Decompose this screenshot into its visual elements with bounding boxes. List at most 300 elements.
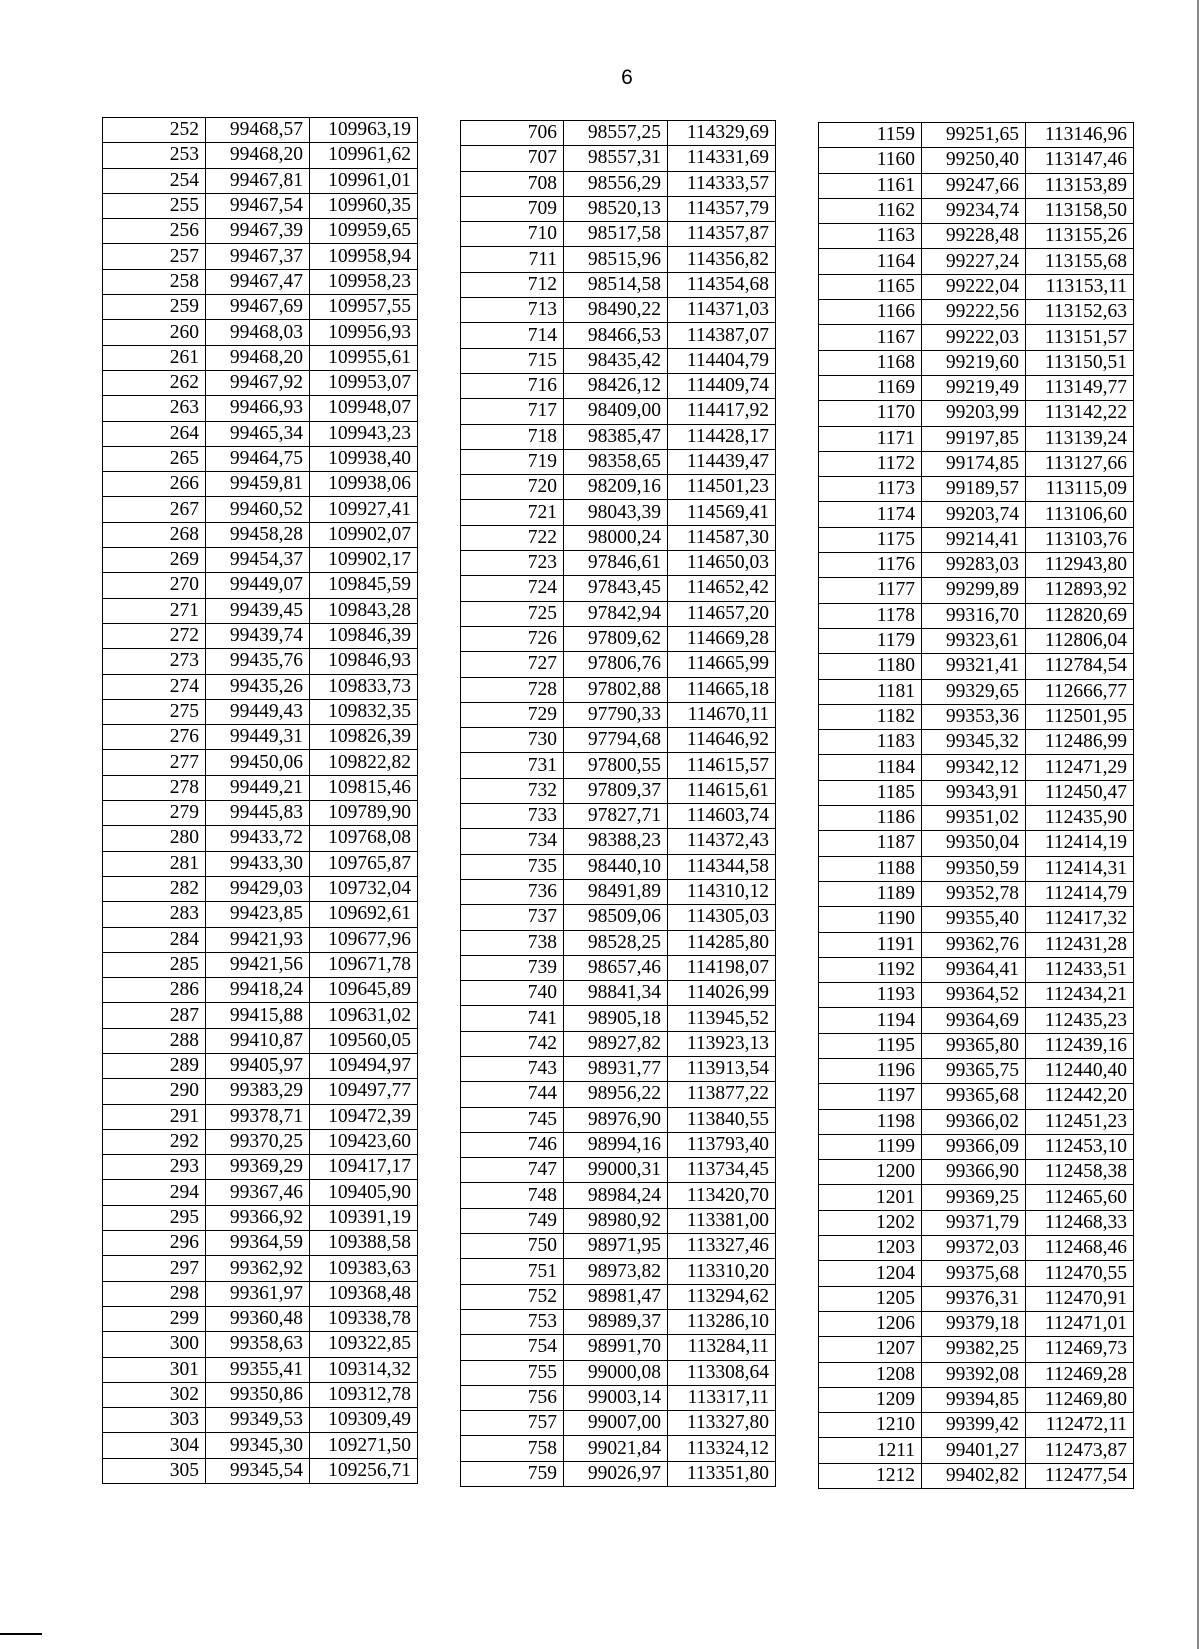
- point-number-cell: 1210: [819, 1413, 922, 1438]
- point-number-cell: 270: [103, 573, 206, 598]
- y-coordinate-cell: 112806,04: [1026, 628, 1134, 653]
- table-row: [461, 1056, 776, 1081]
- y-coordinate-cell: 113155,68: [1026, 249, 1134, 274]
- table-row: [819, 198, 1134, 223]
- table-row: [103, 497, 418, 522]
- x-coordinate-cell: 99458,28: [206, 522, 310, 547]
- point-number-cell: 1180: [819, 654, 922, 679]
- table-row: [461, 146, 776, 171]
- table-row: [103, 143, 418, 168]
- y-coordinate-cell: 112469,28: [1026, 1362, 1134, 1387]
- y-coordinate-cell: 109338,78: [310, 1306, 418, 1331]
- x-coordinate-cell: 99345,54: [206, 1458, 310, 1483]
- x-coordinate-cell: 98517,58: [564, 222, 668, 247]
- y-coordinate-cell: 109309,49: [310, 1408, 418, 1433]
- y-coordinate-cell: 112470,91: [1026, 1286, 1134, 1311]
- coordinates-table-2: [460, 120, 776, 1487]
- y-coordinate-cell: 109955,61: [310, 345, 418, 370]
- table-row: [461, 348, 776, 373]
- y-coordinate-cell: 113327,46: [668, 1234, 776, 1259]
- point-number-cell: 292: [103, 1129, 206, 1154]
- y-coordinate-cell: 112471,01: [1026, 1311, 1134, 1336]
- x-coordinate-cell: 98491,89: [564, 879, 668, 904]
- x-coordinate-cell: 99405,97: [206, 1053, 310, 1078]
- point-number-cell: 718: [461, 424, 564, 449]
- y-coordinate-cell: 109832,35: [310, 699, 418, 724]
- point-number-cell: 267: [103, 497, 206, 522]
- table-row: [461, 1360, 776, 1385]
- x-coordinate-cell: 99433,30: [206, 851, 310, 876]
- point-number-cell: 710: [461, 222, 564, 247]
- point-number-cell: 750: [461, 1234, 564, 1259]
- point-number-cell: 268: [103, 522, 206, 547]
- table-row: [819, 1362, 1134, 1387]
- table-row: [461, 601, 776, 626]
- x-coordinate-cell: 98490,22: [564, 298, 668, 323]
- table-row: [819, 451, 1134, 476]
- point-number-cell: 707: [461, 146, 564, 171]
- point-number-cell: 255: [103, 193, 206, 218]
- point-number-cell: 720: [461, 475, 564, 500]
- point-number-cell: 286: [103, 978, 206, 1003]
- table-row: [103, 1382, 418, 1407]
- point-number-cell: 274: [103, 674, 206, 699]
- y-coordinate-cell: 112473,87: [1026, 1438, 1134, 1463]
- x-coordinate-cell: 99352,78: [922, 881, 1026, 906]
- point-number-cell: 732: [461, 778, 564, 803]
- y-coordinate-cell: 109768,08: [310, 826, 418, 851]
- y-coordinate-cell: 109314,32: [310, 1357, 418, 1382]
- point-number-cell: 711: [461, 247, 564, 272]
- table-row: [103, 1281, 418, 1306]
- x-coordinate-cell: 99410,87: [206, 1028, 310, 1053]
- y-coordinate-cell: 112442,20: [1026, 1084, 1134, 1109]
- table-row: [103, 1357, 418, 1382]
- table-row: [461, 1208, 776, 1233]
- point-number-cell: 717: [461, 399, 564, 424]
- table-row: [819, 932, 1134, 957]
- y-coordinate-cell: 114665,18: [668, 677, 776, 702]
- x-coordinate-cell: 99415,88: [206, 1003, 310, 1028]
- table-row: [103, 1332, 418, 1357]
- x-coordinate-cell: 99353,36: [922, 704, 1026, 729]
- y-coordinate-cell: 109494,97: [310, 1053, 418, 1078]
- table-row: [819, 274, 1134, 299]
- point-number-cell: 1199: [819, 1134, 922, 1159]
- point-number-cell: 1165: [819, 274, 922, 299]
- y-coordinate-cell: 109815,46: [310, 775, 418, 800]
- point-number-cell: 259: [103, 295, 206, 320]
- y-coordinate-cell: 113153,11: [1026, 274, 1134, 299]
- x-coordinate-cell: 97809,62: [564, 626, 668, 651]
- point-number-cell: 758: [461, 1436, 564, 1461]
- y-coordinate-cell: 112417,32: [1026, 907, 1134, 932]
- x-coordinate-cell: 99351,02: [922, 806, 1026, 831]
- table-row: [819, 148, 1134, 173]
- point-number-cell: 297: [103, 1256, 206, 1281]
- point-number-cell: 263: [103, 396, 206, 421]
- table-row: [461, 373, 776, 398]
- x-coordinate-cell: 99429,03: [206, 876, 310, 901]
- x-coordinate-cell: 98994,16: [564, 1132, 668, 1157]
- table-row: [819, 300, 1134, 325]
- y-coordinate-cell: 112486,99: [1026, 730, 1134, 755]
- table-row: [819, 907, 1134, 932]
- x-coordinate-cell: 99364,52: [922, 983, 1026, 1008]
- table-row: [819, 325, 1134, 350]
- x-coordinate-cell: 99234,74: [922, 198, 1026, 223]
- x-coordinate-cell: 98466,53: [564, 323, 668, 348]
- x-coordinate-cell: 98209,16: [564, 475, 668, 500]
- y-coordinate-cell: 114417,92: [668, 399, 776, 424]
- table-row: [819, 1311, 1134, 1336]
- y-coordinate-cell: 109963,19: [310, 118, 418, 143]
- table-row: [461, 626, 776, 651]
- x-coordinate-cell: 99364,69: [922, 1008, 1026, 1033]
- point-number-cell: 1201: [819, 1185, 922, 1210]
- y-coordinate-cell: 113310,20: [668, 1259, 776, 1284]
- point-number-cell: 305: [103, 1458, 206, 1483]
- table-row: [819, 1438, 1134, 1463]
- table-row: [103, 649, 418, 674]
- table-row: [461, 323, 776, 348]
- table-row: [819, 1261, 1134, 1286]
- point-number-cell: 713: [461, 298, 564, 323]
- x-coordinate-cell: 98528,25: [564, 930, 668, 955]
- y-coordinate-cell: 109843,28: [310, 598, 418, 623]
- y-coordinate-cell: 109953,07: [310, 370, 418, 395]
- point-number-cell: 1172: [819, 451, 922, 476]
- x-coordinate-cell: 99435,76: [206, 649, 310, 674]
- point-number-cell: 748: [461, 1183, 564, 1208]
- x-coordinate-cell: 98556,29: [564, 171, 668, 196]
- x-coordinate-cell: 98980,92: [564, 1208, 668, 1233]
- y-coordinate-cell: 112470,55: [1026, 1261, 1134, 1286]
- point-number-cell: 277: [103, 750, 206, 775]
- x-coordinate-cell: 97827,71: [564, 804, 668, 829]
- y-coordinate-cell: 109958,94: [310, 244, 418, 269]
- x-coordinate-cell: 99358,63: [206, 1332, 310, 1357]
- table-row: [819, 249, 1134, 274]
- point-number-cell: 254: [103, 168, 206, 193]
- x-coordinate-cell: 97846,61: [564, 551, 668, 576]
- y-coordinate-cell: 109789,90: [310, 801, 418, 826]
- table-row: [819, 1109, 1134, 1134]
- x-coordinate-cell: 99222,04: [922, 274, 1026, 299]
- x-coordinate-cell: 99007,00: [564, 1411, 668, 1436]
- point-number-cell: 291: [103, 1104, 206, 1129]
- x-coordinate-cell: 98991,70: [564, 1335, 668, 1360]
- x-coordinate-cell: 99379,18: [922, 1311, 1026, 1336]
- point-number-cell: 1169: [819, 375, 922, 400]
- x-coordinate-cell: 99366,02: [922, 1109, 1026, 1134]
- y-coordinate-cell: 113351,80: [668, 1461, 776, 1486]
- point-number-cell: 734: [461, 829, 564, 854]
- table-row: [103, 876, 418, 901]
- y-coordinate-cell: 112431,28: [1026, 932, 1134, 957]
- x-coordinate-cell: 99467,81: [206, 168, 310, 193]
- point-number-cell: 730: [461, 728, 564, 753]
- y-coordinate-cell: 114409,74: [668, 373, 776, 398]
- table-row: [103, 345, 418, 370]
- point-number-cell: 1183: [819, 730, 922, 755]
- point-number-cell: 296: [103, 1231, 206, 1256]
- x-coordinate-cell: 99372,03: [922, 1236, 1026, 1261]
- point-number-cell: 728: [461, 677, 564, 702]
- point-number-cell: 722: [461, 525, 564, 550]
- y-coordinate-cell: 113877,22: [668, 1082, 776, 1107]
- x-coordinate-cell: 99214,41: [922, 527, 1026, 552]
- table-row: [103, 168, 418, 193]
- table-row: [819, 578, 1134, 603]
- x-coordinate-cell: 98956,22: [564, 1082, 668, 1107]
- y-coordinate-cell: 114646,92: [668, 728, 776, 753]
- point-number-cell: 1182: [819, 704, 922, 729]
- table-row: [461, 500, 776, 525]
- y-coordinate-cell: 112435,23: [1026, 1008, 1134, 1033]
- point-number-cell: 751: [461, 1259, 564, 1284]
- y-coordinate-cell: 109405,90: [310, 1180, 418, 1205]
- x-coordinate-cell: 98409,00: [564, 399, 668, 424]
- y-coordinate-cell: 112465,60: [1026, 1185, 1134, 1210]
- y-coordinate-cell: 113793,40: [668, 1132, 776, 1157]
- y-coordinate-cell: 112477,54: [1026, 1463, 1134, 1488]
- table-row: [103, 1003, 418, 1028]
- x-coordinate-cell: 99399,42: [922, 1413, 1026, 1438]
- x-coordinate-cell: 99449,21: [206, 775, 310, 800]
- point-number-cell: 759: [461, 1461, 564, 1486]
- point-number-cell: 725: [461, 601, 564, 626]
- x-coordinate-cell: 97806,76: [564, 652, 668, 677]
- table-row: [819, 502, 1134, 527]
- x-coordinate-cell: 99460,52: [206, 497, 310, 522]
- table-row: [461, 247, 776, 272]
- table-row: [461, 171, 776, 196]
- y-coordinate-cell: 109959,65: [310, 219, 418, 244]
- x-coordinate-cell: 99026,97: [564, 1461, 668, 1486]
- x-coordinate-cell: 99394,85: [922, 1387, 1026, 1412]
- table-row: [461, 576, 776, 601]
- point-number-cell: 1202: [819, 1210, 922, 1235]
- y-coordinate-cell: 109902,17: [310, 548, 418, 573]
- point-number-cell: 293: [103, 1155, 206, 1180]
- point-number-cell: 745: [461, 1107, 564, 1132]
- x-coordinate-cell: 98514,58: [564, 272, 668, 297]
- table-row: [819, 224, 1134, 249]
- point-number-cell: 266: [103, 472, 206, 497]
- table-row: [103, 1458, 418, 1483]
- table-row: [461, 1082, 776, 1107]
- x-coordinate-cell: 99369,25: [922, 1185, 1026, 1210]
- y-coordinate-cell: 109938,06: [310, 472, 418, 497]
- point-number-cell: 276: [103, 725, 206, 750]
- table-row: [103, 725, 418, 750]
- point-number-cell: 735: [461, 854, 564, 879]
- table-row: [461, 121, 776, 146]
- x-coordinate-cell: 99362,76: [922, 932, 1026, 957]
- y-coordinate-cell: 112468,46: [1026, 1236, 1134, 1261]
- y-coordinate-cell: 114669,28: [668, 626, 776, 651]
- table-row: [461, 1158, 776, 1183]
- table-row: [461, 804, 776, 829]
- table-row: [103, 623, 418, 648]
- point-number-cell: 298: [103, 1281, 206, 1306]
- x-coordinate-cell: 99222,56: [922, 300, 1026, 325]
- x-coordinate-cell: 99433,72: [206, 826, 310, 851]
- table-row: [103, 902, 418, 927]
- y-coordinate-cell: 112414,19: [1026, 831, 1134, 856]
- table-row: [461, 702, 776, 727]
- point-number-cell: 1186: [819, 806, 922, 831]
- y-coordinate-cell: 109961,62: [310, 143, 418, 168]
- y-coordinate-cell: 114387,07: [668, 323, 776, 348]
- table-row: [103, 396, 418, 421]
- y-coordinate-cell: 113150,51: [1026, 350, 1134, 375]
- table-row: [461, 652, 776, 677]
- y-coordinate-cell: 113149,77: [1026, 375, 1134, 400]
- table-row: [819, 983, 1134, 1008]
- point-number-cell: 262: [103, 370, 206, 395]
- table-row: [103, 1079, 418, 1104]
- y-coordinate-cell: 114569,41: [668, 500, 776, 525]
- point-number-cell: 708: [461, 171, 564, 196]
- x-coordinate-cell: 98435,42: [564, 348, 668, 373]
- table-row: [461, 1436, 776, 1461]
- point-number-cell: 302: [103, 1382, 206, 1407]
- table-row: [819, 1286, 1134, 1311]
- table-row: [461, 1107, 776, 1132]
- point-number-cell: 1200: [819, 1160, 922, 1185]
- x-coordinate-cell: 99174,85: [922, 451, 1026, 476]
- y-coordinate-cell: 112820,69: [1026, 603, 1134, 628]
- y-coordinate-cell: 114305,03: [668, 905, 776, 930]
- y-coordinate-cell: 114329,69: [668, 121, 776, 146]
- y-coordinate-cell: 113923,13: [668, 1031, 776, 1056]
- table-row: [461, 1309, 776, 1334]
- point-number-cell: 1192: [819, 957, 922, 982]
- x-coordinate-cell: 99464,75: [206, 446, 310, 471]
- x-coordinate-cell: 99345,30: [206, 1433, 310, 1458]
- y-coordinate-cell: 109846,93: [310, 649, 418, 674]
- y-coordinate-cell: 114310,12: [668, 879, 776, 904]
- y-coordinate-cell: 112666,77: [1026, 679, 1134, 704]
- x-coordinate-cell: 99203,99: [922, 401, 1026, 426]
- point-number-cell: 723: [461, 551, 564, 576]
- y-coordinate-cell: 109322,85: [310, 1332, 418, 1357]
- table-row: [103, 193, 418, 218]
- point-number-cell: 1177: [819, 578, 922, 603]
- point-number-cell: 280: [103, 826, 206, 851]
- point-number-cell: 294: [103, 1180, 206, 1205]
- y-coordinate-cell: 114404,79: [668, 348, 776, 373]
- table-row: [461, 196, 776, 221]
- x-coordinate-cell: 98976,90: [564, 1107, 668, 1132]
- x-coordinate-cell: 98385,47: [564, 424, 668, 449]
- table-row: [103, 927, 418, 952]
- table-row: [461, 222, 776, 247]
- x-coordinate-cell: 98358,65: [564, 449, 668, 474]
- x-coordinate-cell: 98426,12: [564, 373, 668, 398]
- table-row: [819, 957, 1134, 982]
- x-coordinate-cell: 99361,97: [206, 1281, 310, 1306]
- y-coordinate-cell: 109417,17: [310, 1155, 418, 1180]
- point-number-cell: 258: [103, 269, 206, 294]
- y-coordinate-cell: 112435,90: [1026, 806, 1134, 831]
- table-row: [103, 1028, 418, 1053]
- table-row: [819, 1236, 1134, 1261]
- y-coordinate-cell: 114354,68: [668, 272, 776, 297]
- y-coordinate-cell: 114603,74: [668, 804, 776, 829]
- point-number-cell: 1204: [819, 1261, 922, 1286]
- x-coordinate-cell: 99366,90: [922, 1160, 1026, 1185]
- point-number-cell: 304: [103, 1433, 206, 1458]
- point-number-cell: 1168: [819, 350, 922, 375]
- x-coordinate-cell: 99467,47: [206, 269, 310, 294]
- x-coordinate-cell: 99321,41: [922, 654, 1026, 679]
- x-coordinate-cell: 99342,12: [922, 755, 1026, 780]
- y-coordinate-cell: 109312,78: [310, 1382, 418, 1407]
- x-coordinate-cell: 99454,37: [206, 548, 310, 573]
- table-row: [819, 806, 1134, 831]
- point-number-cell: 1212: [819, 1463, 922, 1488]
- point-number-cell: 754: [461, 1335, 564, 1360]
- table-row: [103, 1155, 418, 1180]
- y-coordinate-cell: 109822,82: [310, 750, 418, 775]
- y-coordinate-cell: 114372,43: [668, 829, 776, 854]
- y-coordinate-cell: 112453,10: [1026, 1134, 1134, 1159]
- point-number-cell: 1173: [819, 477, 922, 502]
- y-coordinate-cell: 113317,11: [668, 1385, 776, 1410]
- y-coordinate-cell: 112893,92: [1026, 578, 1134, 603]
- y-coordinate-cell: 113139,24: [1026, 426, 1134, 451]
- x-coordinate-cell: 99227,24: [922, 249, 1026, 274]
- point-number-cell: 289: [103, 1053, 206, 1078]
- x-coordinate-cell: 99355,41: [206, 1357, 310, 1382]
- y-coordinate-cell: 109956,93: [310, 320, 418, 345]
- table-row: [461, 551, 776, 576]
- point-number-cell: 1161: [819, 173, 922, 198]
- point-number-cell: 1205: [819, 1286, 922, 1311]
- y-coordinate-cell: 113146,96: [1026, 123, 1134, 148]
- table-row: [461, 955, 776, 980]
- point-number-cell: 1193: [819, 983, 922, 1008]
- x-coordinate-cell: 98000,24: [564, 525, 668, 550]
- table-row: [819, 477, 1134, 502]
- table-row: [819, 1337, 1134, 1362]
- x-coordinate-cell: 99350,04: [922, 831, 1026, 856]
- table-row: [819, 553, 1134, 578]
- scan-edge-mark-right: [1197, 0, 1199, 1649]
- point-number-cell: 706: [461, 121, 564, 146]
- point-number-cell: 726: [461, 626, 564, 651]
- table-row: [819, 1134, 1134, 1159]
- point-number-cell: 303: [103, 1408, 206, 1433]
- point-number-cell: 1189: [819, 881, 922, 906]
- point-number-cell: 272: [103, 623, 206, 648]
- point-number-cell: 741: [461, 1006, 564, 1031]
- x-coordinate-cell: 99362,92: [206, 1256, 310, 1281]
- table-row: [461, 753, 776, 778]
- y-coordinate-cell: 113153,89: [1026, 173, 1134, 198]
- y-coordinate-cell: 113840,55: [668, 1107, 776, 1132]
- point-number-cell: 736: [461, 879, 564, 904]
- x-coordinate-cell: 99465,34: [206, 421, 310, 446]
- y-coordinate-cell: 112468,33: [1026, 1210, 1134, 1235]
- x-coordinate-cell: 99222,03: [922, 325, 1026, 350]
- table-row: [819, 375, 1134, 400]
- x-coordinate-cell: 99367,46: [206, 1180, 310, 1205]
- x-coordinate-cell: 98989,37: [564, 1309, 668, 1334]
